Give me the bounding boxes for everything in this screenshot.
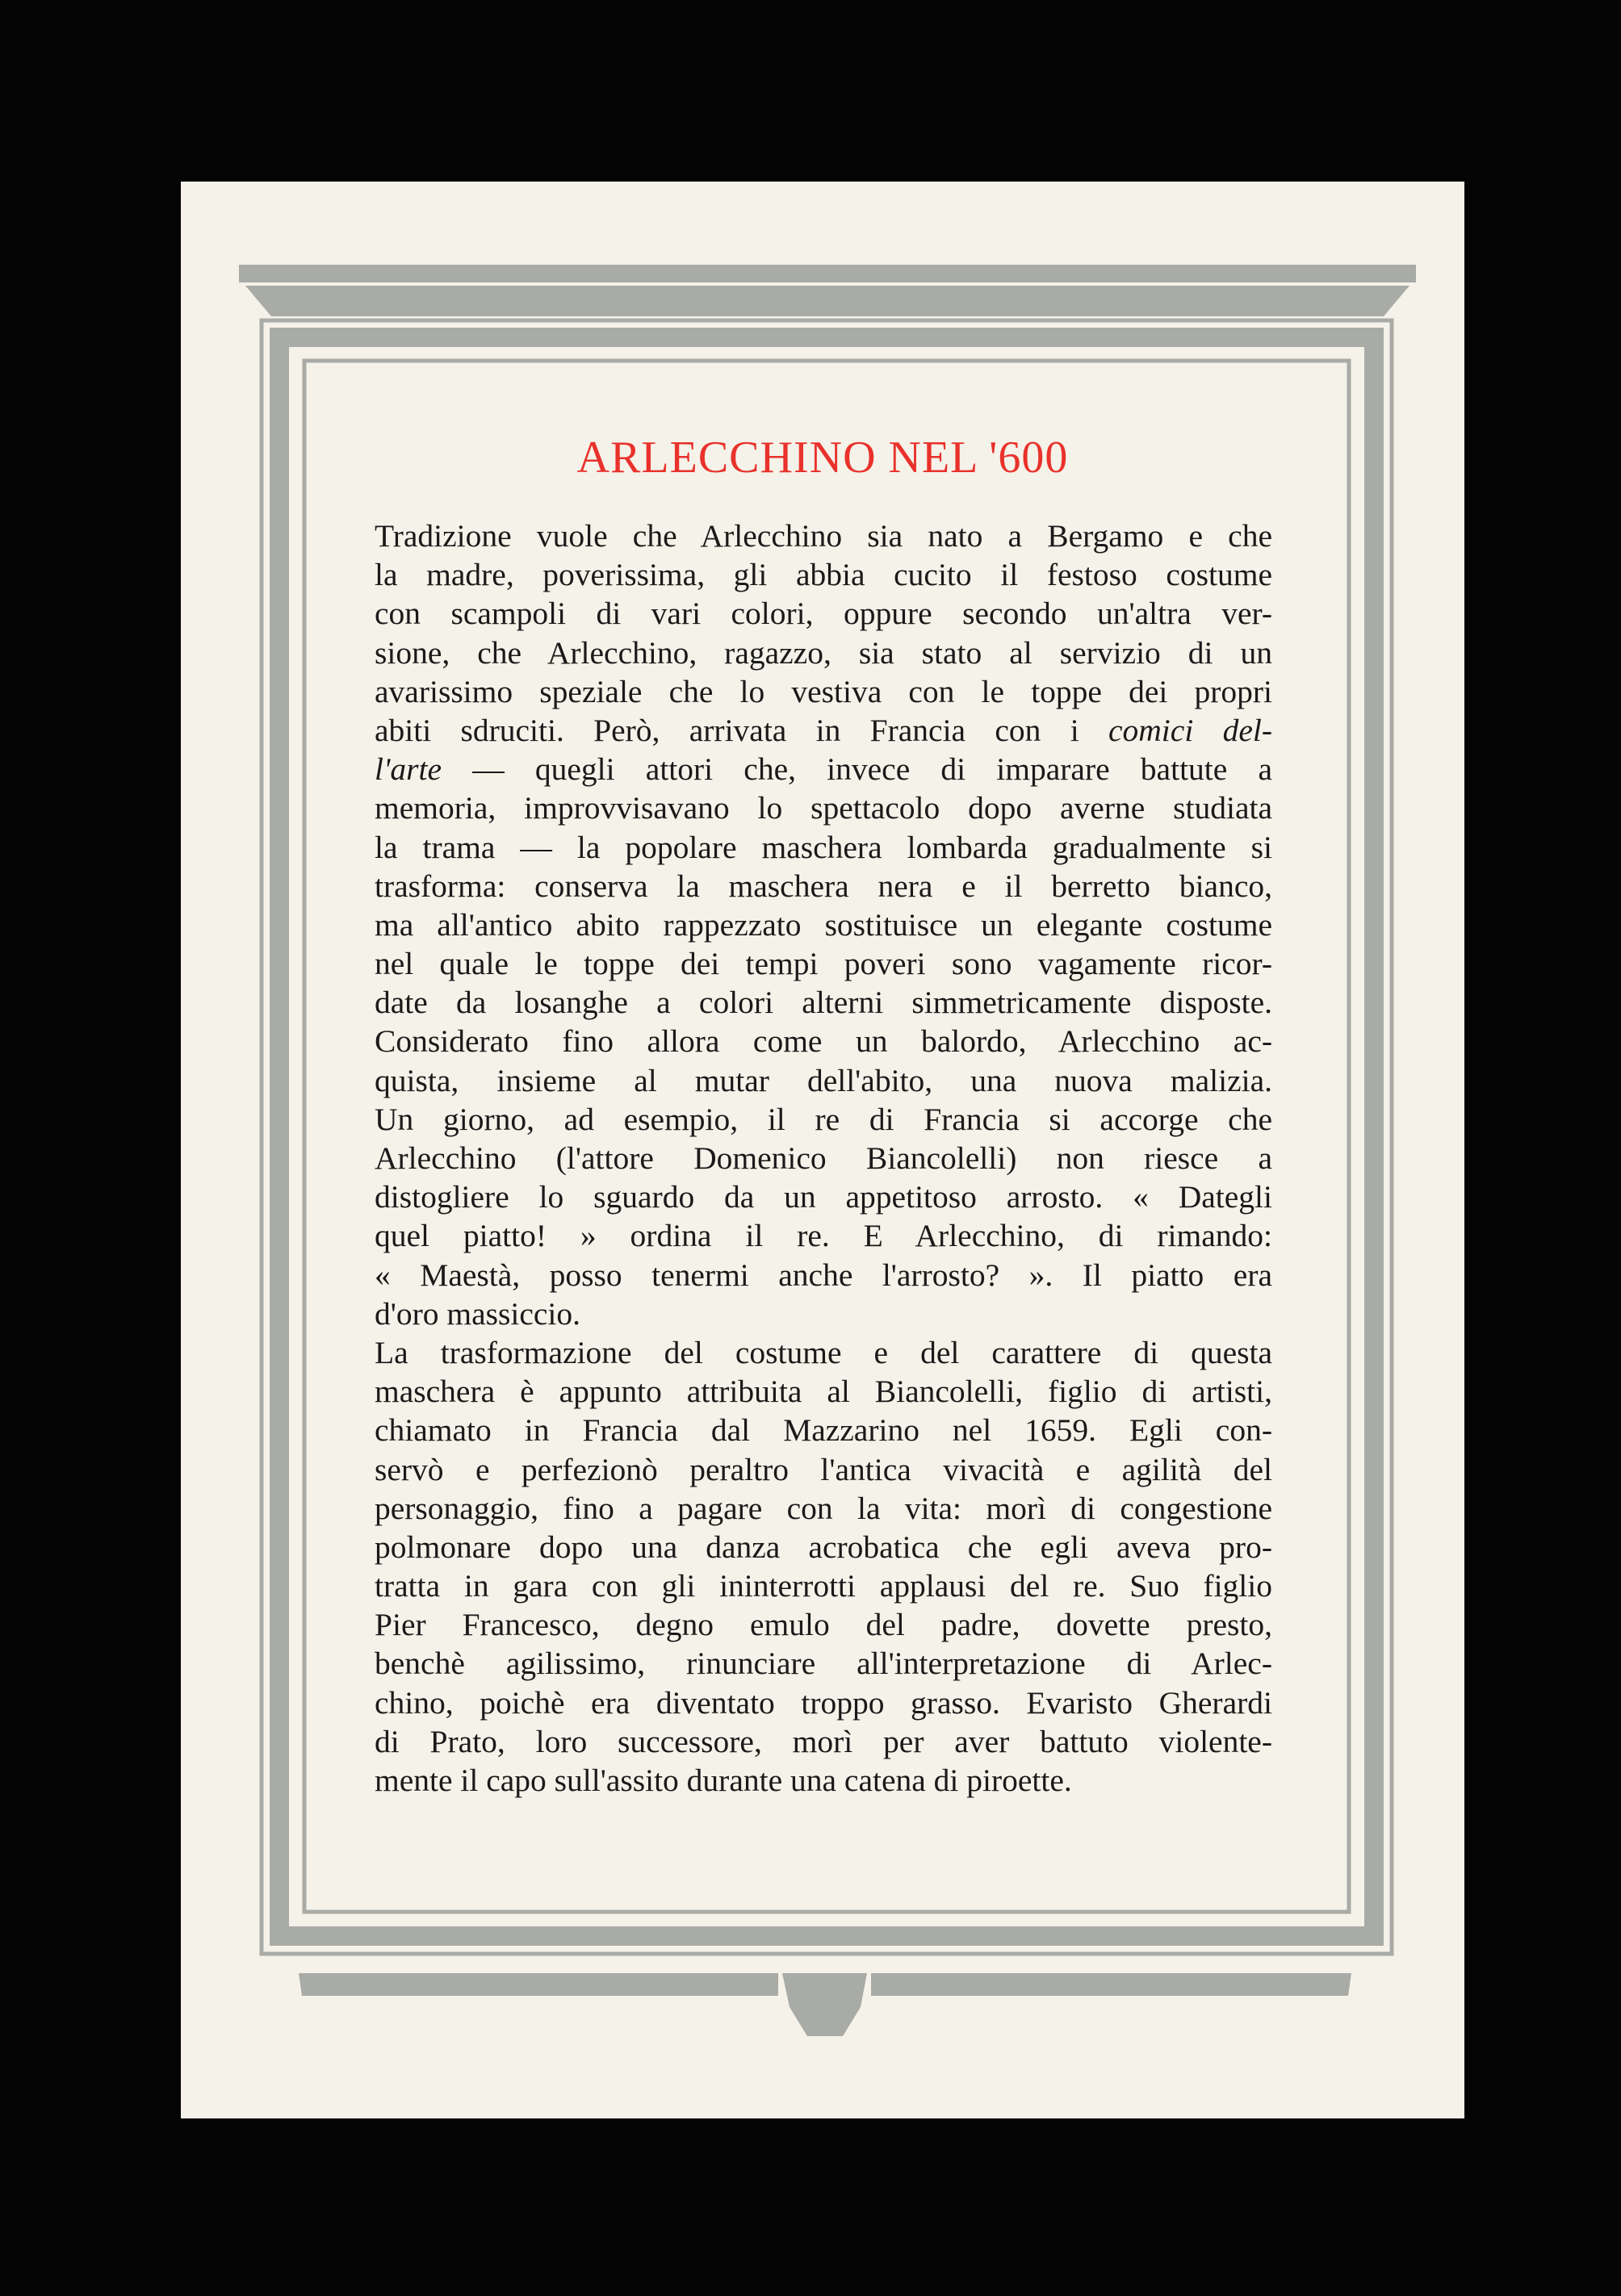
line-text: abiti sdruciti. Però, arrivata in Francia con i	[375, 712, 1079, 748]
line-text: tratta in gara con gli ininterrotti applausi del re. Suo figlio	[375, 1568, 1272, 1604]
line-text: nel quale le toppe dei tempi poveri sono vagamente ricor-	[375, 946, 1272, 982]
line-text: la madre, poverissima, gli abbia cucito il festoso costume	[375, 557, 1272, 593]
line-text: di Prato, loro successore, morì per aver battuto violente-	[375, 1723, 1272, 1759]
body-text	[375, 516, 1272, 1800]
text-line	[375, 1294, 1272, 1333]
text-line	[375, 1256, 1272, 1294]
italic-text: l'arte	[375, 751, 442, 788]
text-line	[375, 634, 1272, 672]
text-line	[375, 1605, 1272, 1644]
line-text: distogliere lo sguardo da un appetitoso arrosto. « Dategli	[375, 1179, 1272, 1215]
line-text: avarissimo speziale che lo vestiva con le toppe dei propri	[375, 673, 1272, 709]
text-line	[375, 1100, 1272, 1139]
line-text: Un giorno, ad esempio, il re di Francia si accorge che	[375, 1101, 1272, 1137]
text-line	[375, 672, 1272, 711]
line-text: chino, poichè era diventato troppo grasso. Evaristo Gherardi	[375, 1684, 1272, 1721]
line-text: ma all'antico abito rappezzato sostituisce un elegante costume	[375, 906, 1272, 943]
line-text: — quegli attori che, invece di imparare battute a	[442, 751, 1272, 788]
text-line	[375, 1489, 1272, 1528]
line-text: la trama — la popolare maschera lombarda gradualmente si	[375, 829, 1272, 865]
text-line	[375, 1372, 1272, 1411]
line-text: chiamato in Francia dal Mazzarino nel 1659. Egli con-	[375, 1412, 1272, 1449]
line-text: Arlecchino (l'attore Domenico Biancolelli) non riesce a	[375, 1140, 1272, 1176]
text-line	[375, 1411, 1272, 1449]
postcard-back	[181, 182, 1464, 2118]
line-text: personaggio, fino a pagare con la vita: morì di congestione	[375, 1490, 1272, 1526]
bottom-base-left	[299, 1973, 778, 1996]
text-line	[375, 594, 1272, 633]
text-line	[375, 1333, 1272, 1372]
top-cornice-band	[239, 265, 1416, 282]
line-text: con scampoli di vari colori, oppure secondo un'altra ver-	[375, 596, 1272, 632]
text-line	[375, 555, 1272, 594]
text-line	[375, 1177, 1272, 1216]
line-text: Considerato fino allora come un balordo, Arlecchino ac-	[375, 1023, 1272, 1060]
line-text: memoria, improvvisavano lo spettacolo dopo averne studiata	[375, 790, 1272, 826]
line-text: quista, insieme al mutar dell'abito, una nuova malizia.	[375, 1062, 1272, 1098]
text-line	[375, 1528, 1272, 1566]
text-line	[375, 1216, 1272, 1255]
line-text: d'oro massiccio.	[375, 1295, 581, 1332]
text-line	[375, 828, 1272, 867]
text-line	[375, 944, 1272, 983]
text-line	[375, 1644, 1272, 1683]
line-text: Tradizione vuole che Arlecchino sia nato a Bergamo e che	[375, 518, 1272, 554]
text-line	[375, 905, 1272, 944]
text-line	[375, 983, 1272, 1022]
line-text: « Maestà, posso tenermi anche l'arrosto? ». Il piatto era	[375, 1257, 1272, 1293]
text-line	[375, 1683, 1272, 1722]
text-line	[375, 1061, 1272, 1100]
text-line	[375, 516, 1272, 555]
italic-text: comici del-	[1108, 712, 1272, 748]
text-line	[375, 867, 1272, 905]
bottom-base-right	[871, 1973, 1351, 1996]
line-text: sione, che Arlecchino, ragazzo, sia stato al servizio di un	[375, 634, 1272, 671]
top-cornice-bevel	[245, 286, 1409, 316]
bottom-keystone	[782, 1973, 867, 2036]
line-text: maschera è appunto attribuita al Biancolelli, figlio di artisti,	[375, 1374, 1272, 1410]
line-text: mente il capo sull'assito durante una catena di piroette.	[375, 1763, 1072, 1798]
line-text: trasforma: conserva la maschera nera e il berretto bianco,	[375, 868, 1272, 904]
text-line	[375, 1450, 1272, 1489]
line-text: servò e perfezionò peraltro l'antica vivacità e agilità del	[375, 1451, 1272, 1487]
text-line	[375, 750, 1272, 788]
line-text: La trasformazione del costume e del carattere di questa	[375, 1334, 1272, 1370]
text-line	[375, 711, 1272, 750]
line-text: date da losanghe a colori alterni simmetricamente disposte.	[375, 985, 1272, 1021]
line-text: benchè agilissimo, rinunciare all'interpretazione di Arlec-	[375, 1646, 1272, 1682]
text-line	[375, 1761, 1272, 1800]
line-text: Pier Francesco, degno emulo del padre, dovette presto,	[375, 1607, 1272, 1643]
line-text: polmonare dopo una danza acrobatica che egli aveva pro-	[375, 1529, 1272, 1565]
text-line	[375, 1139, 1272, 1177]
line-text: quel piatto! » ordina il re. E Arlecchino, di rimando:	[375, 1218, 1272, 1254]
text-line	[375, 1022, 1272, 1060]
text-line	[375, 1566, 1272, 1605]
text-line	[375, 1722, 1272, 1761]
text-line	[375, 788, 1272, 827]
page-title: ARLECCHINO NEL '600	[576, 433, 1069, 483]
